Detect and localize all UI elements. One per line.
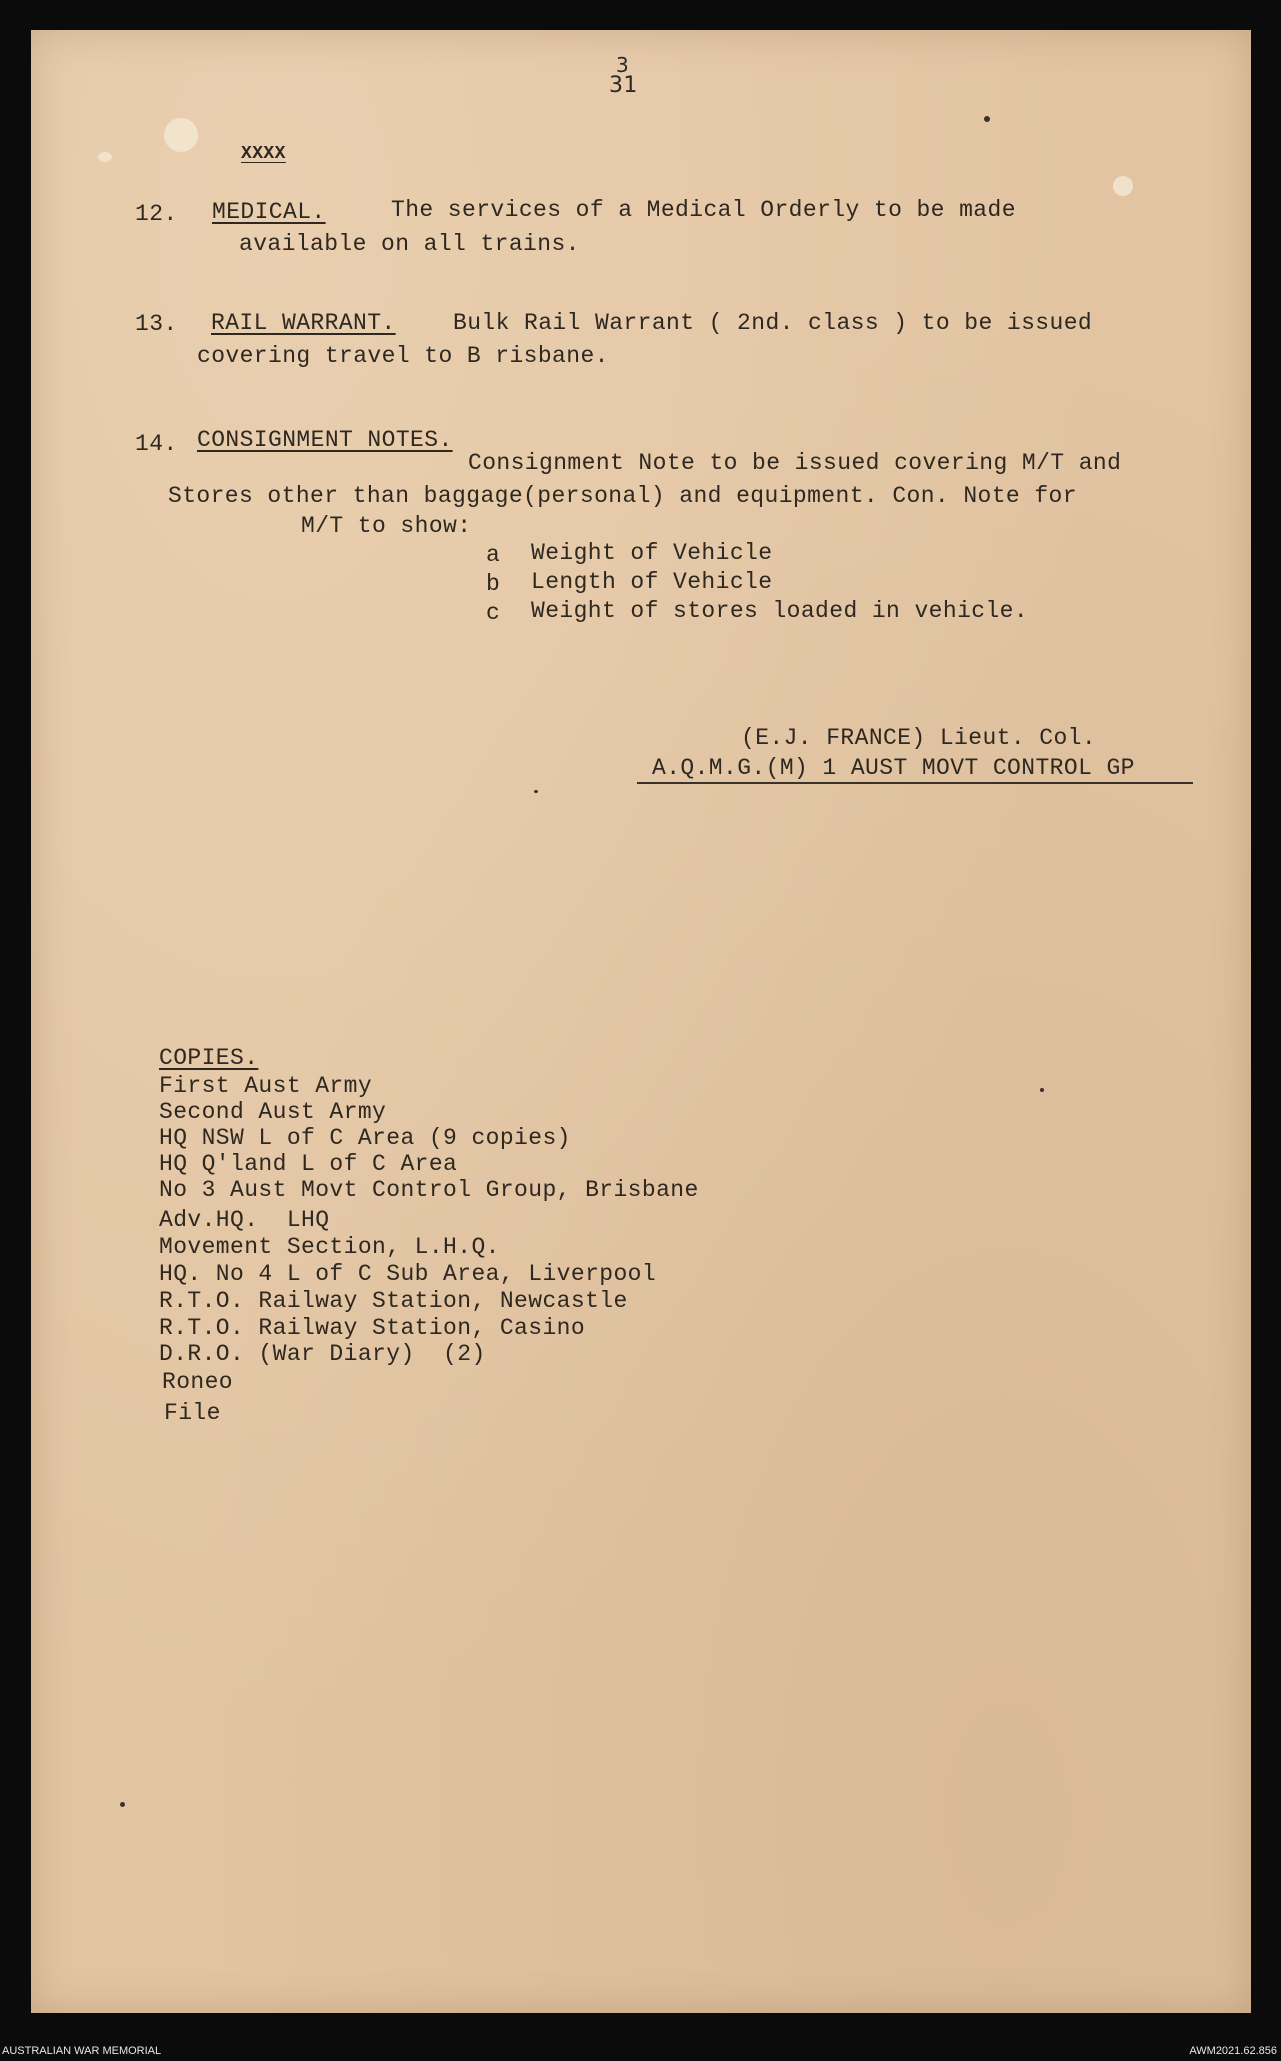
copies-item: Roneo: [162, 1369, 234, 1395]
item-14-line1: Consignment Note to be issued covering M/T and: [468, 450, 1122, 476]
document-page: [31, 30, 1251, 2013]
copies-item: HQ Q'land L of C Area: [159, 1151, 458, 1177]
item-14-heading: CONSIGNMENT NOTES.: [197, 427, 453, 453]
copies-item: R.T.O. Railway Station, Newcastle: [159, 1288, 628, 1314]
signature-name: (E.J. FRANCE) Lieut. Col.: [741, 725, 1097, 751]
copies-heading: COPIES.: [159, 1045, 259, 1071]
item-12-number: 12.: [135, 201, 178, 227]
item-12-heading: MEDICAL.: [212, 199, 326, 225]
copies-item: File: [164, 1400, 221, 1426]
sublist-text-c: Weight of stores loaded in vehicle.: [531, 598, 1029, 624]
paper-tear: [164, 118, 198, 152]
footer-left: AUSTRALIAN WAR MEMORIAL: [2, 2045, 162, 2057]
sublist-text-b: Length of Vehicle: [531, 569, 773, 595]
paper-spot: [1040, 1088, 1044, 1092]
copies-item: R.T.O. Railway Station, Casino: [159, 1315, 586, 1341]
sublist-letter-b: b: [486, 571, 501, 597]
paper-tear: [98, 152, 112, 162]
item-13-line1: Bulk Rail Warrant ( 2nd. class ) to be issued: [453, 310, 1093, 336]
item-14-line3: M/T to show:: [301, 513, 472, 539]
sublist-letter-a: a: [486, 542, 501, 568]
paper-spot: [984, 116, 990, 122]
paper-tear: [1113, 176, 1133, 196]
copies-item: Second Aust Army: [159, 1099, 387, 1125]
sublist-text-a: Weight of Vehicle: [531, 540, 773, 566]
signature-title: A.Q.M.G.(M) 1 AUST MOVT CONTROL GP: [652, 755, 1135, 781]
footer-right: AWM2021.62.856: [1189, 2045, 1277, 2057]
item-12-line1: The services of a Medical Orderly to be made: [391, 197, 1016, 223]
item-13-number: 13.: [135, 311, 178, 337]
copies-item: Movement Section, L.H.Q.: [159, 1234, 500, 1260]
signature-underline: [637, 782, 1193, 784]
copies-item: D.R.O. (War Diary) (2): [159, 1341, 486, 1367]
copies-item: No 3 Aust Movt Control Group, Brisbane: [159, 1177, 699, 1203]
item-13-line2: covering travel to B risbane.: [197, 343, 609, 369]
struck-heading: XXXX: [241, 144, 286, 164]
paper-spot: [534, 790, 538, 793]
item-14-number: 14.: [135, 431, 178, 457]
paper-spot: [120, 1802, 125, 1807]
item-12-line2: available on all trains.: [239, 231, 580, 257]
folio-top: 3: [616, 53, 630, 77]
copies-item: HQ. No 4 L of C Sub Area, Liverpool: [159, 1261, 657, 1287]
folio-bottom: 31: [609, 73, 638, 98]
sublist-letter-c: c: [486, 600, 501, 626]
copies-item: Adv.HQ. LHQ: [159, 1207, 330, 1233]
item-13-heading: RAIL WARRANT.: [211, 310, 396, 336]
copies-item: HQ NSW L of C Area (9 copies): [159, 1125, 571, 1151]
item-14-line2: Stores other than baggage(personal) and equipment. Con. Note for: [168, 483, 1077, 509]
copies-item: First Aust Army: [159, 1073, 373, 1099]
